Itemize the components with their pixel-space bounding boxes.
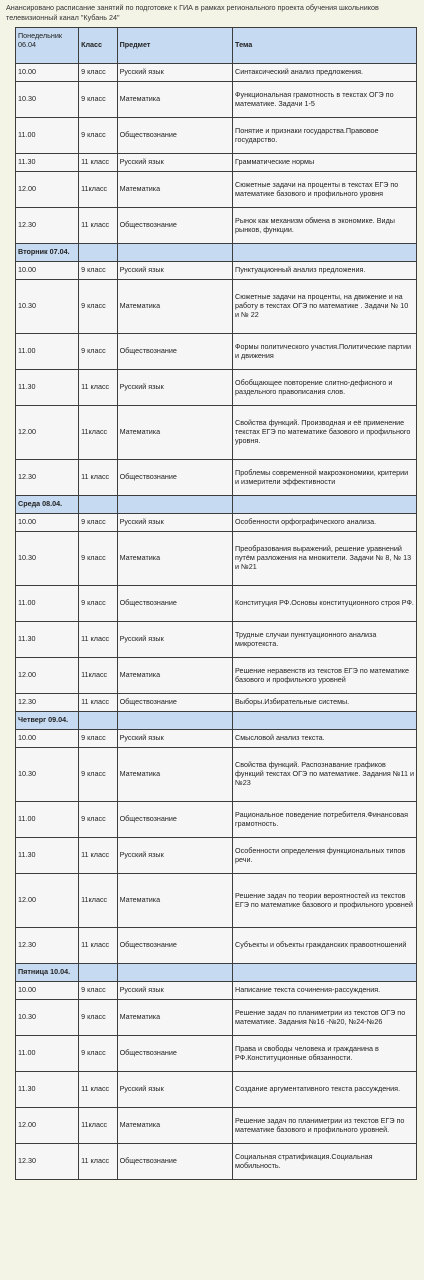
subject-cell: Обществознание [117,802,232,838]
topic-cell: Решение задач по планиметрии из текстов ОГЭ по математике. Задания №16 -№20, №24-№26 [233,1000,417,1036]
day-header-empty-cell [117,244,232,262]
table-row [16,154,417,172]
time-cell: 12.30 [16,208,79,244]
subject-cell: Математика [117,406,232,460]
grade-cell: 11 класс [79,694,117,712]
time-cell: 12.00 [16,406,79,460]
topic-cell: Сюжетные задачи на проценты в текстах ЕГЭ по математике базового и профильного уровня [233,172,417,208]
day-header-empty-cell [233,964,417,982]
grade-cell: 9 класс [79,586,117,622]
day-label: Пятница 10.04. [16,964,79,982]
topic-cell: Грамматические нормы [233,154,417,172]
topic-cell: Особенности определения функциональных типов речи. [233,838,417,874]
topic-cell: Решение неравенств из текстов ЕГЭ по математике базового и профильного уровней [233,658,417,694]
topic-cell: Свойства функций. Производная и её применение текстах ЕГЭ по математике базового и профильного уровня. [233,406,417,460]
table-row [16,730,417,748]
table-row [16,262,417,280]
topic-cell: Социальная стратификация.Социальная мобильность. [233,1144,417,1180]
time-cell: 11.30 [16,838,79,874]
subject-cell: Русский язык [117,262,232,280]
grade-cell: 9 класс [79,280,117,334]
grade-cell: 11класс [79,406,117,460]
topic-cell: Особенности орфографического анализа. [233,514,417,532]
grade-cell: 11 класс [79,370,117,406]
topic-cell: Рациональное поведение потребителя.Финансовая грамотность. [233,802,417,838]
time-cell: 10.00 [16,514,79,532]
grade-cell: 9 класс [79,262,117,280]
grade-cell: 9 класс [79,982,117,1000]
subject-cell: Математика [117,1108,232,1144]
table-row [16,874,417,928]
topic-cell: Понятие и признаки государства.Правовое государство. [233,118,417,154]
time-cell: 12.00 [16,658,79,694]
topic-cell: Преобразования выражений, решение уравнений путём разложения на множители. Задачи № 8, № 13 и №21 [233,532,417,586]
grade-cell: 9 класс [79,514,117,532]
time-cell: 11.30 [16,154,79,172]
table-row [16,532,417,586]
table-row [16,1108,417,1144]
grade-cell: 9 класс [79,1036,117,1072]
topic-cell: Сюжетные задачи на проценты, на движение и на работу в текстах ОГЭ по математике . Задачи № 10 и № 22 [233,280,417,334]
day-header-empty-cell [79,712,117,730]
subject-cell: Математика [117,172,232,208]
time-cell: 12.30 [16,1144,79,1180]
grade-cell: 9 класс [79,748,117,802]
day-label: Вторник 07.04. [16,244,79,262]
day-label: Среда 08.04. [16,496,79,514]
time-cell: 12.30 [16,460,79,496]
subject-cell: Русский язык [117,838,232,874]
subject-cell: Математика [117,658,232,694]
day-header-empty-cell [117,496,232,514]
subject-cell: Обществознание [117,460,232,496]
subject-cell: Русский язык [117,730,232,748]
grade-cell: 11класс [79,172,117,208]
grade-cell: 9 класс [79,532,117,586]
table-header-row [16,28,417,64]
topic-cell: Решение задач по планиметрии из текстов ЕГЭ по математике базового и профильного уровней. [233,1108,417,1144]
table-row [16,118,417,154]
topic-cell: Пунктуационный анализ предложения. [233,262,417,280]
grade-cell: 11 класс [79,928,117,964]
topic-cell: Решение задач по теории вероятностей из текстов ЕГЭ по математике базового и профильного уровней [233,874,417,928]
grade-cell: 11 класс [79,838,117,874]
table-row [16,982,417,1000]
table-row [16,1000,417,1036]
topic-cell: Проблемы современной макроэкономики, критерии и измерители эффективности [233,460,417,496]
table-row [16,370,417,406]
header-subject: Предмет [117,28,232,64]
subject-cell: Обществознание [117,1144,232,1180]
grade-cell: 11 класс [79,1144,117,1180]
subject-cell: Русский язык [117,982,232,1000]
grade-cell: 11класс [79,658,117,694]
table-row [16,334,417,370]
subject-cell: Русский язык [117,370,232,406]
topic-cell: Выборы.Избирательные системы. [233,694,417,712]
table-row [16,64,417,82]
topic-cell: Конституция РФ.Основы конституционного строя РФ. [233,586,417,622]
table-row [16,406,417,460]
table-row [16,280,417,334]
time-cell: 12.00 [16,1108,79,1144]
subject-cell: Математика [117,82,232,118]
time-cell: 11.00 [16,1036,79,1072]
subject-cell: Русский язык [117,64,232,82]
grade-cell: 11 класс [79,622,117,658]
time-cell: 12.30 [16,928,79,964]
table-row [16,460,417,496]
day-header-empty-cell [79,496,117,514]
table-row [16,172,417,208]
time-cell: 11.30 [16,370,79,406]
grade-cell: 11класс [79,1108,117,1144]
grade-cell: 11класс [79,874,117,928]
intro-text: Анансировано расписание занятий по подготовке к ГИА в рамках регионального проекта обучения школьников телевизионный канал "Кубань 24" [6,3,379,22]
time-cell: 11.30 [16,622,79,658]
table-row [16,748,417,802]
grade-cell: 9 класс [79,64,117,82]
topic-cell: Функциональная грамотность в текстах ОГЭ по математике. Задачи 1-5 [233,82,417,118]
grade-cell: 9 класс [79,1000,117,1036]
day-header-empty-cell [79,964,117,982]
table-row [16,802,417,838]
topic-cell: Рынок как механизм обмена в экономике. Виды рынков, функции. [233,208,417,244]
table-row [16,1036,417,1072]
subject-cell: Обществознание [117,928,232,964]
day-label: Четверг 09.04. [16,712,79,730]
day-header-empty-cell [233,496,417,514]
time-cell: 11.30 [16,1072,79,1108]
day-header-row [16,244,417,262]
time-cell: 10.00 [16,730,79,748]
subject-cell: Обществознание [117,118,232,154]
subject-cell: Обществознание [117,208,232,244]
header-day-label: Понедельник 06.04 [16,28,79,64]
table-row [16,208,417,244]
time-cell: 12.30 [16,694,79,712]
subject-cell: Обществознание [117,694,232,712]
topic-cell: Формы политического участия.Политические партии и движения [233,334,417,370]
day-header-empty-cell [117,712,232,730]
table-row [16,658,417,694]
grade-cell: 9 класс [79,802,117,838]
grade-cell: 11 класс [79,208,117,244]
subject-cell: Математика [117,748,232,802]
grade-cell: 9 класс [79,730,117,748]
schedule-table [15,27,417,1180]
time-cell: 10.30 [16,1000,79,1036]
table-row [16,1072,417,1108]
table-row [16,928,417,964]
day-header-row [16,964,417,982]
subject-cell: Математика [117,532,232,586]
header-topic: Тема [233,28,417,64]
time-cell: 10.30 [16,748,79,802]
day-header-empty-cell [233,712,417,730]
topic-cell: Трудные случаи пунктуационного анализа микротекста. [233,622,417,658]
subject-cell: Математика [117,280,232,334]
grade-cell: 9 класс [79,118,117,154]
time-cell: 11.00 [16,118,79,154]
topic-cell: Создание аргументативного текста рассуждения. [233,1072,417,1108]
time-cell: 10.30 [16,280,79,334]
header-grade: Класс [79,28,117,64]
subject-cell: Обществознание [117,586,232,622]
subject-cell: Математика [117,874,232,928]
table-row [16,694,417,712]
time-cell: 11.00 [16,586,79,622]
grade-cell: 11 класс [79,1072,117,1108]
table-row [16,838,417,874]
grade-cell: 9 класс [79,82,117,118]
time-cell: 11.00 [16,802,79,838]
table-row [16,1144,417,1180]
topic-cell: Субъекты и объекты гражданских правоотношений [233,928,417,964]
time-cell: 10.00 [16,982,79,1000]
subject-cell: Русский язык [117,622,232,658]
topic-cell: Смысловой анализ текста. [233,730,417,748]
subject-cell: Русский язык [117,1072,232,1108]
table-row [16,82,417,118]
subject-cell: Обществознание [117,1036,232,1072]
grade-cell: 11 класс [79,460,117,496]
topic-cell: Синтаксический анализ предложения. [233,64,417,82]
subject-cell: Математика [117,1000,232,1036]
time-cell: 10.30 [16,532,79,586]
topic-cell: Обобщающее повторение слитно-дефисного и раздельного правописания слов. [233,370,417,406]
table-row [16,622,417,658]
topic-cell: Написание текста сочинения-рассуждения. [233,982,417,1000]
day-header-empty-cell [233,244,417,262]
grade-cell: 11 класс [79,154,117,172]
day-header-row [16,712,417,730]
subject-cell: Обществознание [117,334,232,370]
subject-cell: Русский язык [117,154,232,172]
day-header-empty-cell [117,964,232,982]
topic-cell: Права и свободы человека и гражданина в РФ.Конституционные обязанности. [233,1036,417,1072]
time-cell: 11.00 [16,334,79,370]
table-row [16,514,417,532]
table-row [16,586,417,622]
day-header-empty-cell [79,244,117,262]
time-cell: 12.00 [16,874,79,928]
time-cell: 12.00 [16,172,79,208]
topic-cell: Свойства функций. Распознавание графиков функций текстах ОГЭ по математике. Задания №11 и №23 [233,748,417,802]
day-header-row [16,496,417,514]
time-cell: 10.00 [16,262,79,280]
grade-cell: 9 класс [79,334,117,370]
time-cell: 10.30 [16,82,79,118]
subject-cell: Русский язык [117,514,232,532]
time-cell: 10.00 [16,64,79,82]
